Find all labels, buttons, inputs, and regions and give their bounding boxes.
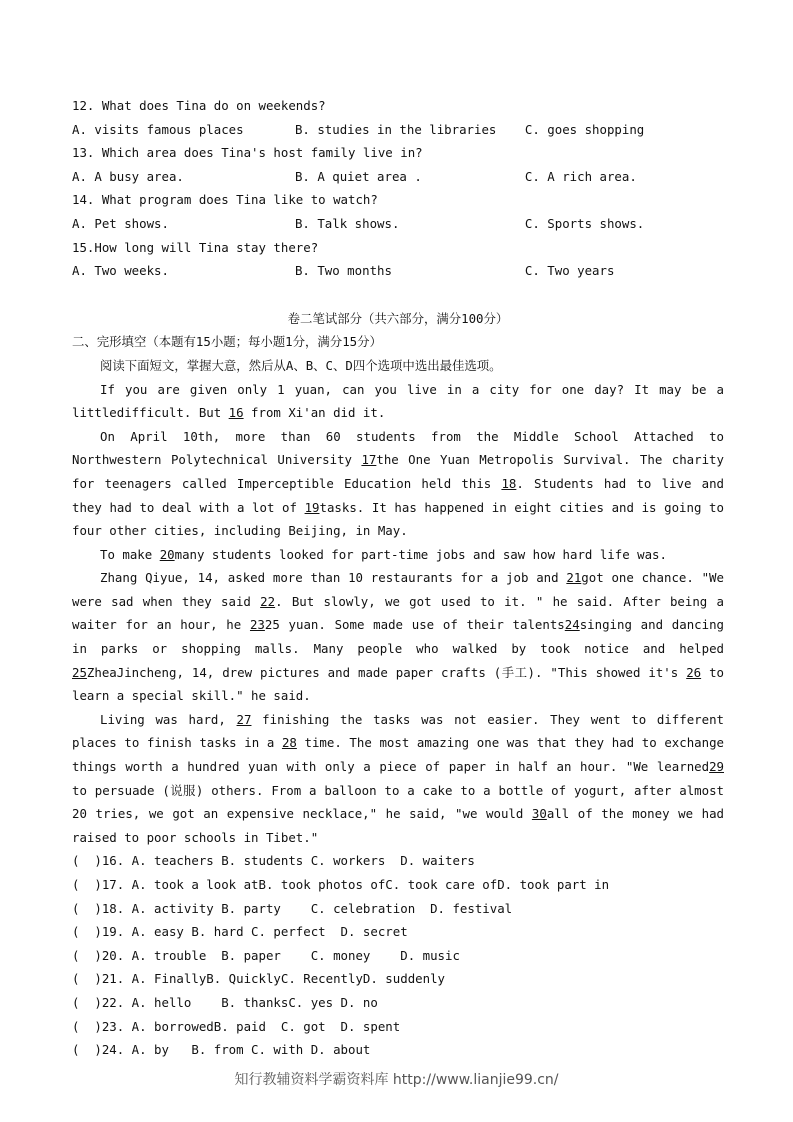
option-c: C. Two years <box>524 263 615 279</box>
passage-paragraph <box>72 708 724 850</box>
blank-number: 16 <box>228 405 244 421</box>
passage-text: . But slowly, we got used to it. " he said. After being a waiter for an hour, he <box>72 593 724 633</box>
blank-number: 28 <box>281 735 297 751</box>
option-b: B. A quiet area . <box>294 168 422 184</box>
option-line: ( )18. A. activity B. party C. celebration D. festival <box>72 900 513 916</box>
option-line: ( )22. A. hello B. thanksC. yes D. no <box>72 994 378 1010</box>
blank-number: 20 <box>159 546 175 562</box>
blank-number: 22 <box>260 593 276 609</box>
option-line: ( )23. A. borrowedB. paid C. got D. spent <box>72 1018 401 1034</box>
passage-text: to learn a special skill." he said. <box>72 664 724 704</box>
blank-number: 25 <box>72 664 87 680</box>
passage-paragraph <box>72 378 724 425</box>
question-12: 12. What does Tina do on weekends? <box>72 98 326 113</box>
passage-text: time. The most amazing one was that they had to exchange things worth a hundred yuan with only a piece of paper in half an hour. "We learned <box>72 735 724 775</box>
passage-paragraph <box>72 543 724 567</box>
option-b: B. Talk shows. <box>294 215 400 231</box>
passage-text: the One Yuan Metropolis Survival. The charity for teenagers called Imperceptible Education held this <box>72 452 724 491</box>
blank-number: 29 <box>709 759 724 775</box>
question-options <box>72 165 724 189</box>
blank-number: 27 <box>236 711 252 727</box>
passage-text: got one chance. "We were sad when they said <box>72 570 724 609</box>
question-15: 15.How long will Tina stay there? <box>72 239 319 255</box>
blank-number: 24 <box>564 617 580 633</box>
footer-watermark: 知行教辅资料学霸资料库 http://www.lianjie99.cn/ <box>234 1072 559 1088</box>
passage-text: 25 yuan. Some made use of their talents <box>264 617 565 633</box>
option-a: A. Pet shows. <box>72 215 169 231</box>
passage-text: all of the money we had raised to poor schools in Tibet." <box>72 806 724 845</box>
passage-text: To make <box>100 546 160 562</box>
section-title: 卷二笔试部分（共六部分，满分100分） <box>287 310 509 326</box>
question-options <box>72 212 724 236</box>
blank-number: 26 <box>686 664 702 680</box>
passage-text: singing and dancing in parks or shopping malls. Many people who walked by took notice and helped <box>72 617 724 657</box>
option-line: ( )16. A. teachers B. students C. workers D. waiters <box>72 853 475 869</box>
question-options <box>72 259 724 283</box>
option-c: C. A rich area. <box>524 168 637 184</box>
option-c: C. goes shopping <box>524 121 645 137</box>
blank-number: 18 <box>501 475 517 491</box>
passage-text: Living was hard, <box>100 711 237 727</box>
blank-number: 23 <box>249 617 265 633</box>
passage-text: tasks. It has happened in eight cities and is going to four other cities, including Beijing, in May. <box>72 499 724 539</box>
option-a: A. visits famous places <box>72 121 244 137</box>
exam-page <box>72 94 724 1062</box>
passage-text: finishing the tasks was not easier. They went to different places to finish tasks in a <box>72 711 724 751</box>
option-line: ( )24. A. by B. from C. with D. about <box>72 1042 371 1058</box>
instruction: 阅读下面短文，掌握大意，然后从A、B、C、D四个选项中选出最佳选项。 <box>100 357 502 373</box>
blank-number: 17 <box>361 452 377 468</box>
passage-text: from Xi'an did it. <box>243 405 386 421</box>
question-13: 13. Which area does Tina's host family live in? <box>72 145 423 161</box>
question-options <box>72 118 724 142</box>
option-c: C. Sports shows. <box>524 215 645 231</box>
passage-text: Zhang Qiyue, 14, asked more than 10 restaurants for a job and <box>100 570 567 586</box>
cloze-options <box>72 849 724 1061</box>
option-line: ( )21. A. FinallyB. QuicklyC. RecentlyD. suddenly <box>72 971 445 987</box>
cloze-heading: 二、完形填空（本题有15小题；每小题1分，满分15分） <box>72 334 382 350</box>
passage-text: If you are given only 1 yuan, can you live in a city for one day? It may be a littledifficult. But <box>72 381 724 421</box>
passage-text: many students looked for part-time jobs and saw how hard life was. <box>174 546 667 562</box>
passage-text: . Students had to live and they had to deal with a lot of <box>72 475 724 515</box>
passage-paragraph <box>72 425 724 543</box>
passage-text: On April 10th, more than 60 students from the Middle School Attached to Northwestern Polytechnical University <box>72 428 724 468</box>
option-line: ( )20. A. trouble B. paper C. money D. music <box>72 947 460 963</box>
blank-number: 21 <box>566 570 582 586</box>
blank-number: 19 <box>304 499 320 515</box>
option-a: A. A busy area. <box>72 168 184 184</box>
option-a: A. Two weeks. <box>72 263 169 279</box>
blank-number: 30 <box>531 806 547 822</box>
option-line: ( )17. A. took a look atB. took photos ofC. took care ofD. took part in <box>72 877 610 892</box>
question-14: 14. What program does Tina like to watch? <box>72 192 378 208</box>
option-b: B. Two months <box>294 263 392 279</box>
passage-text: ZheaJincheng, 14, drew pictures and made paper crafts (手工). "This showed it's <box>86 664 687 680</box>
listening-questions <box>72 94 724 283</box>
option-b: B. studies in the libraries <box>294 121 497 137</box>
passage-text: to persuade (说服) others. From a balloon to a cake to a bottle of yogurt, after almost 20 tries, we got an expensive necklace," he said, "we would <box>72 782 724 822</box>
passage-paragraph <box>72 566 724 708</box>
cloze-passage <box>72 378 724 850</box>
option-line: ( )19. A. easy B. hard C. perfect D. secret <box>72 924 408 940</box>
